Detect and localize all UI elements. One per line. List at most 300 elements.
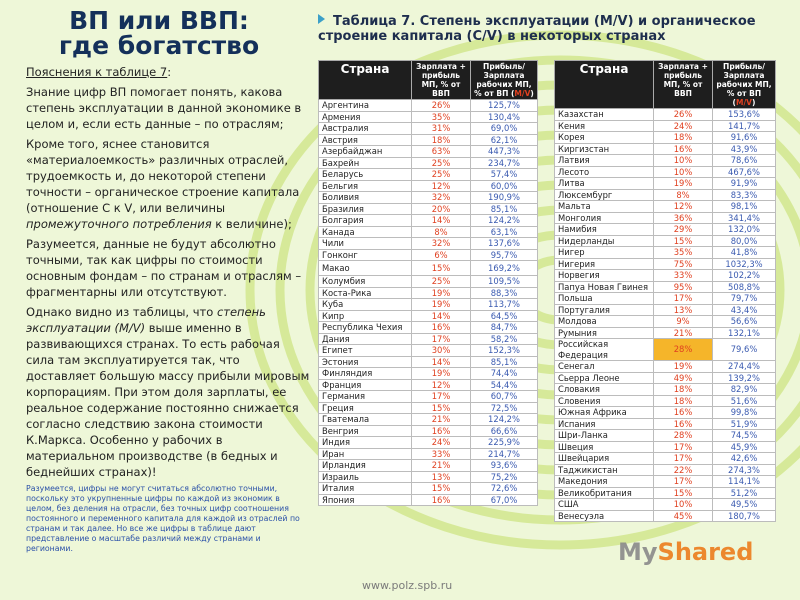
country-cell: Израиль [319,471,412,483]
country-cell: Словения [555,395,654,407]
country-cell: Беларусь [319,169,412,181]
table-row [555,361,776,373]
country-cell: Лесото [555,166,654,178]
wage-cell: 35% [412,111,471,123]
country-cell: Намибия [555,224,654,236]
wage-cell: 8% [654,189,713,201]
table-row [319,100,538,112]
country-cell: Сенегал [555,361,654,373]
wage-cell: 25% [412,276,471,288]
explain-label: Пояснения к таблице 7 [26,65,168,79]
table-row [555,201,776,213]
table-row [555,395,776,407]
wage-cell: 63% [412,146,471,158]
country-cell: Польша [555,293,654,305]
wage-cell: 17% [412,333,471,345]
table-caption [318,14,788,44]
table-row [555,189,776,201]
paragraph-3: Разумеется, данные не будут абсолютно точными, так как цифры по стоимости основным фондам – по странам и отраслям – фрагментарны или отсутствуют. [26,237,302,299]
table-row [555,464,776,476]
wage-cell: 8% [412,226,471,238]
footer-url: www.polz.spb.ru [362,579,453,592]
country-cell: Франция [319,379,412,391]
table-row [555,316,776,328]
table-header-row [555,61,776,109]
footnote: Разумеется, цифры не могут считаться абсолютно точными, поскольку это укрупненные цифры по каждой из экономик в целом, без деления на отрасли, без точных цифр соотношения постоянного и переменного капитала для каждой из отраслей по странам и так далее. Но все же цифры в таблице дают представление о масштабе различий между странами и регионами. [26,484,300,553]
profit-cell: 84,7% [471,322,538,334]
right-table-body [555,109,776,522]
country-cell: Португалия [555,304,654,316]
profit-cell: 130,4% [471,111,538,123]
profit-cell: 79,7% [713,293,776,305]
table-row [555,155,776,167]
paragraph-4-italic: степень эксплуатации (M/V) [26,305,266,335]
table-row [319,276,538,288]
profit-cell: 79,6% [713,339,776,361]
country-cell: Германия [319,391,412,403]
wage-cell: 19% [412,368,471,380]
country-cell: Нигерия [555,258,654,270]
table-row [555,120,776,132]
table-row [319,203,538,215]
wage-cell: 14% [412,310,471,322]
table-row [319,437,538,449]
country-cell: Монголия [555,212,654,224]
profit-cell: 139,2% [713,372,776,384]
profit-cell: 88,3% [471,287,538,299]
wage-cell: 95% [654,281,713,293]
table-row [319,322,538,334]
table-row [555,281,776,293]
profit-cell: 169,2% [471,261,538,276]
wage-cell: 32% [412,238,471,250]
table-row [555,430,776,442]
profit-cell: 125,7% [471,100,538,112]
wage-cell: 10% [654,155,713,167]
country-cell: Ирландия [319,460,412,472]
paragraph-2 [26,136,310,232]
logo-part-1: My [618,538,658,566]
country-cell: Сьерра Леоне [555,372,654,384]
paragraph-4-a: Однако видно из таблицы, что [26,305,217,319]
wage-cell: 30% [412,345,471,357]
wage-cell: 21% [654,327,713,339]
country-cell: Нидерланды [555,235,654,247]
table-row [555,327,776,339]
country-cell: США [555,499,654,511]
col-wage-header: Зарплата + прибыль МП, % от ВВП [654,61,713,109]
country-cell: Макао [319,261,412,276]
country-cell: Греция [319,402,412,414]
table-row [555,224,776,236]
country-cell: Куба [319,299,412,311]
country-cell: Колумбия [319,276,412,288]
country-cell: Болгария [319,215,412,227]
profit-cell: 85,1% [471,356,538,368]
col-profit-header-a: Прибыль/ Зарплата рабочих МП, % от ВП ( [474,62,532,98]
profit-cell: 95,7% [471,249,538,261]
profit-cell: 274,3% [713,464,776,476]
profit-cell: 69,0% [471,123,538,135]
table-row [319,333,538,345]
profit-cell: 124,2% [471,414,538,426]
wage-cell: 31% [412,123,471,135]
profit-cell: 78,6% [713,155,776,167]
wage-cell: 15% [654,487,713,499]
table-row [555,293,776,305]
wage-cell: 28% [654,430,713,442]
wage-cell: 33% [412,448,471,460]
table-caption-text: Таблица 7. Степень эксплуатации (M/V) и органическое строение капитала (C/V) в некоторых странах [318,14,756,44]
profit-cell: 62,1% [471,134,538,146]
country-cell: Папуа Новая Гвинея [555,281,654,293]
table-row [319,471,538,483]
wage-cell: 21% [412,414,471,426]
table-row [319,379,538,391]
country-cell: Люксембург [555,189,654,201]
table-row [319,123,538,135]
paragraph-4-b: выше именно в развивающихся странах. То есть рабочая сила там эксплуатируется так, что доставляет большую массу прибыли мировым корпорациям. При этом доля зарплаты, ее реальное содержание постоянно снижается согласно следствию закона стоимости К.Маркса. Особенно у рабочих в материальном производстве (в бедных и беднейших странах)! [26,321,310,479]
profit-cell: 180,7% [713,510,776,522]
profit-cell: 72,6% [471,483,538,495]
table-row [319,494,538,506]
title-line-1: ВП или ВВП: [69,6,249,35]
country-cell: Бразилия [319,203,412,215]
profit-cell: 63,1% [471,226,538,238]
wage-cell: 19% [412,299,471,311]
wage-cell: 10% [654,499,713,511]
profit-cell: 225,9% [471,437,538,449]
profit-cell: 51,2% [713,487,776,499]
profit-cell: 51,6% [713,395,776,407]
wage-cell: 18% [654,395,713,407]
table-row [555,384,776,396]
profit-cell: 42,6% [713,453,776,465]
wage-cell: 15% [412,483,471,495]
country-cell: Норвегия [555,270,654,282]
wage-cell: 16% [412,322,471,334]
country-cell: Эстония [319,356,412,368]
country-cell: Республика Чехия [319,322,412,334]
myshared-logo [618,538,753,566]
table-row [555,258,776,270]
country-cell: Чили [319,238,412,250]
country-cell: Молдова [555,316,654,328]
wage-cell: 26% [412,100,471,112]
wage-cell: 10% [654,166,713,178]
profit-cell: 132,0% [713,224,776,236]
wage-cell: 35% [654,247,713,259]
table-row [555,166,776,178]
profit-cell: 91,6% [713,132,776,144]
table-row [555,109,776,121]
col-profit-header-a: Прибыль/ Зарплата рабочих МП, % от ВП ( [716,62,772,107]
profit-cell: 132,1% [713,327,776,339]
wage-cell: 29% [654,224,713,236]
country-cell: Киргизстан [555,143,654,155]
profit-cell: 80,0% [713,235,776,247]
table-row [319,157,538,169]
country-cell: Япония [319,494,412,506]
profit-cell: 508,8% [713,281,776,293]
table-row [319,287,538,299]
paragraph-2-a: Кроме того, яснее становится «материалоемкость» различных отраслей, трудоемкость и, до некоторой степени точности – органическое строение капитала (отношение С к V, или величины [26,137,300,215]
profit-cell: 60,7% [471,391,538,403]
profit-cell: 72,5% [471,402,538,414]
table-row [319,299,538,311]
paragraph-1: Знание цифр ВП помогает понять, какова степень эксплуатации в данной экономике в целом и, если есть данные – по отраслям; [26,85,302,131]
wage-cell: 26% [654,109,713,121]
profit-cell: 82,9% [713,384,776,396]
profit-cell: 51,9% [713,418,776,430]
profit-cell: 109,5% [471,276,538,288]
country-cell: Швейцария [555,453,654,465]
country-cell: Швеция [555,441,654,453]
table-row [555,476,776,488]
country-cell: Финляндия [319,368,412,380]
country-cell: Российская Федерация [555,339,654,361]
profit-cell: 56,6% [713,316,776,328]
table-row [555,407,776,419]
wage-cell: 9% [654,316,713,328]
country-cell: Индия [319,437,412,449]
wage-cell: 13% [412,471,471,483]
profit-cell: 49,5% [713,499,776,511]
profit-cell: 57,4% [471,169,538,181]
profit-cell: 64,5% [471,310,538,322]
profit-cell: 447,3% [471,146,538,158]
table-row [555,441,776,453]
wage-cell: 49% [654,372,713,384]
table-row [555,143,776,155]
wage-cell: 33% [654,270,713,282]
wage-cell: 12% [412,180,471,192]
table-row [319,134,538,146]
col-profit-header [471,61,538,100]
wage-cell: 16% [654,407,713,419]
profit-cell: 45,9% [713,441,776,453]
profit-cell: 60,0% [471,180,538,192]
profit-cell: 41,8% [713,247,776,259]
wage-cell: 6% [412,249,471,261]
bullet-triangle-icon [318,14,325,24]
country-cell: Македония [555,476,654,488]
country-cell: Литва [555,178,654,190]
left-data-table [318,60,538,506]
col-wage-header: Зарплата + прибыль МП, % от ВВП [412,61,471,100]
table-row [555,212,776,224]
wage-cell: 17% [654,476,713,488]
country-cell: Кения [555,120,654,132]
table-row [319,146,538,158]
table-row [555,132,776,144]
country-cell: Австралия [319,123,412,135]
country-cell: Бахрейн [319,157,412,169]
profit-cell: 98,1% [713,201,776,213]
table-row [319,460,538,472]
country-cell: Аргентина [319,100,412,112]
country-cell: Мальта [555,201,654,213]
table-row [319,310,538,322]
profit-cell: 214,7% [471,448,538,460]
profit-cell: 341,4% [713,212,776,224]
wage-cell: 75% [654,258,713,270]
country-cell: Азербайджан [319,146,412,158]
table-row [555,270,776,282]
wage-cell: 16% [412,425,471,437]
country-cell: Канада [319,226,412,238]
country-cell: Южная Африка [555,407,654,419]
profit-cell: 43,9% [713,143,776,155]
table-row [319,414,538,426]
table-row [319,425,538,437]
country-cell: Иран [319,448,412,460]
profit-cell: 99,8% [713,407,776,419]
table-row [555,487,776,499]
explanation-text [26,64,310,558]
wage-cell: 16% [654,143,713,155]
paragraph-2-italic: промежуточного потребления [26,217,212,231]
profit-cell: 152,3% [471,345,538,357]
wage-cell: 16% [654,418,713,430]
wage-cell: 36% [654,212,713,224]
profit-cell: 66,6% [471,425,538,437]
profit-cell: 141,7% [713,120,776,132]
table-row [319,345,538,357]
wage-cell: 15% [654,235,713,247]
wage-cell: 17% [654,293,713,305]
country-cell: Гватемала [319,414,412,426]
table-header-row [319,61,538,100]
profit-cell: 58,2% [471,333,538,345]
wage-cell: 15% [412,261,471,276]
wage-cell: 13% [654,304,713,316]
title-line-2: где богатство [58,31,260,60]
country-cell: Шри-Ланка [555,430,654,442]
country-cell: Корея [555,132,654,144]
table-row [319,238,538,250]
country-cell: Боливия [319,192,412,204]
country-cell: Таджикистан [555,464,654,476]
wage-cell: 45% [654,510,713,522]
profit-cell: 75,2% [471,471,538,483]
country-cell: Италия [319,483,412,495]
country-cell: Испания [555,418,654,430]
table-row [319,368,538,380]
table-row [319,261,538,276]
profit-cell: 467,6% [713,166,776,178]
country-cell: Египет [319,345,412,357]
table-row [555,453,776,465]
wage-cell: 18% [412,134,471,146]
wage-cell: 17% [654,441,713,453]
table-row [319,111,538,123]
wage-cell: 18% [654,132,713,144]
country-cell: Коста-Рика [319,287,412,299]
profit-cell: 54,4% [471,379,538,391]
country-cell: Гонконг [319,249,412,261]
table-row [555,339,776,361]
table-row [319,448,538,460]
country-cell: Великобритания [555,487,654,499]
profit-cell: 274,4% [713,361,776,373]
wage-cell: 22% [654,464,713,476]
explain-colon: : [167,65,172,79]
col-profit-header-mv: M/V [514,89,531,98]
country-cell: Венесуэла [555,510,654,522]
profit-cell: 67,0% [471,494,538,506]
logo-part-2: Shared [657,538,754,566]
wage-cell: 25% [412,157,471,169]
wage-cell: 12% [654,201,713,213]
country-cell: Словакия [555,384,654,396]
table-row [555,418,776,430]
table-row [319,215,538,227]
wage-cell: 16% [412,494,471,506]
wage-cell: 32% [412,192,471,204]
country-cell: Кипр [319,310,412,322]
col-profit-header-b: ) [530,89,534,98]
col-profit-header [713,61,776,109]
wage-cell: 14% [412,356,471,368]
profit-cell: 113,7% [471,299,538,311]
explain-heading [26,64,310,80]
table-row [555,178,776,190]
country-cell: Бельгия [319,180,412,192]
country-cell: Австрия [319,134,412,146]
table-row [555,247,776,259]
profit-cell: 190,9% [471,192,538,204]
wage-cell: 19% [654,178,713,190]
wage-cell: 20% [412,203,471,215]
wage-cell: 24% [654,120,713,132]
profit-cell: 83,3% [713,189,776,201]
page-title [44,8,274,58]
profit-cell: 93,6% [471,460,538,472]
profit-cell: 124,2% [471,215,538,227]
table-row [319,169,538,181]
profit-cell: 114,1% [713,476,776,488]
wage-cell: 24% [412,437,471,449]
wage-cell: 25% [412,169,471,181]
left-table-body [319,100,538,506]
wage-cell: 17% [654,453,713,465]
col-profit-header-b: ) [752,98,756,107]
wage-cell: 14% [412,215,471,227]
profit-cell: 1032,3% [713,258,776,270]
country-cell: Латвия [555,155,654,167]
profit-cell: 137,6% [471,238,538,250]
table-row [555,510,776,522]
col-profit-header-mv: M/V [735,98,752,107]
table-row [555,372,776,384]
profit-cell: 153,6% [713,109,776,121]
col-country-header: Страна [555,61,654,109]
country-cell: Дания [319,333,412,345]
col-country-header: Страна [319,61,412,100]
wage-cell: 15% [412,402,471,414]
wage-cell: 19% [412,287,471,299]
country-cell: Казахстан [555,109,654,121]
table-row [319,402,538,414]
paragraph-4 [26,304,310,480]
profit-cell: 43,4% [713,304,776,316]
wage-cell: 17% [412,391,471,403]
profit-cell: 91,9% [713,178,776,190]
table-row [319,226,538,238]
paragraph-2-b: к величине); [211,217,292,231]
wage-cell: 18% [654,384,713,396]
